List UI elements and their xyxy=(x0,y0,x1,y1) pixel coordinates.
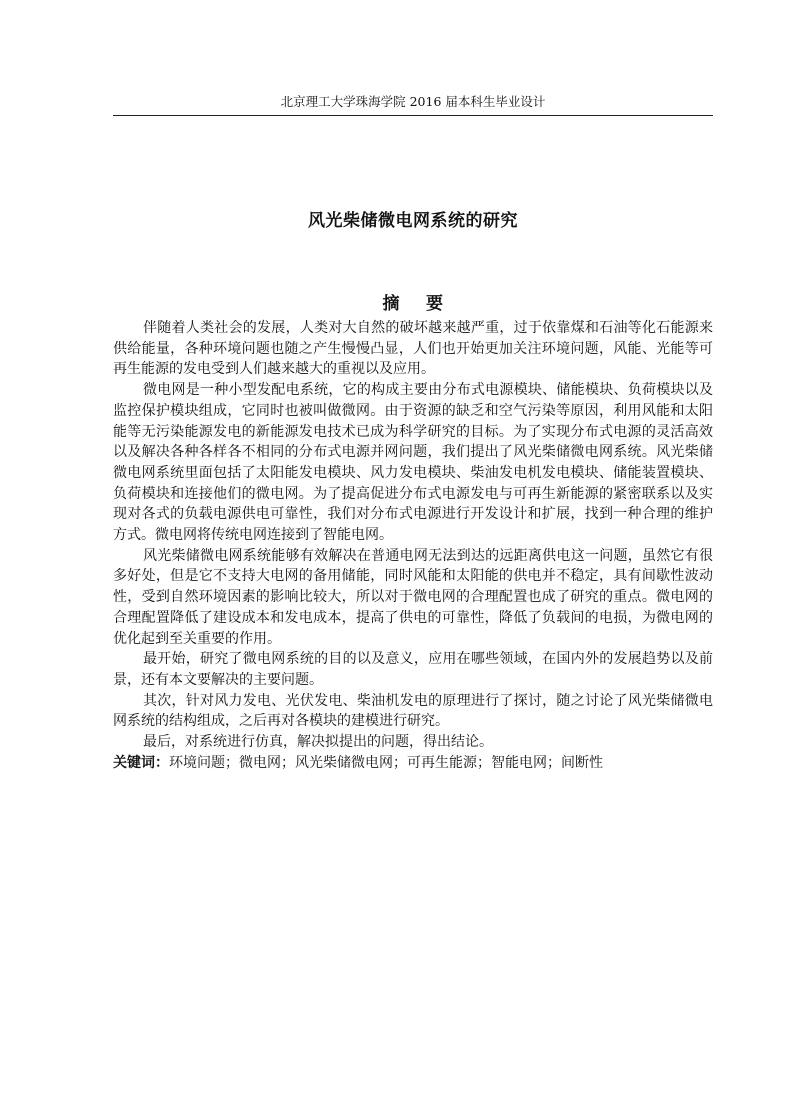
abstract-heading-second-char: 要 xyxy=(426,294,444,314)
abstract-paragraph: 伴随着人类社会的发展，人类对大自然的破坏越来越严重，过于依靠煤和石油等化石能源来供给能量，各种环境问题也随之产生慢慢凸显，人们也开始更加关注环境问题，风能、光能等可再生能源的发电受到人们越来越大的重视以及应用。 xyxy=(113,320,713,378)
abstract-paragraph: 最后，对系统进行仿真，解决拟提出的问题，得出结论。 xyxy=(143,734,493,751)
abstract-heading xyxy=(113,292,713,316)
keywords-text: 环境问题；微电网；风光柴储微电网；可再生能源；智能电网；间断性 xyxy=(169,754,603,771)
abstract-heading-first-char: 摘 xyxy=(382,294,400,314)
abstract-paragraph: 风光柴储微电网系统能够有效解决在普通电网无法到达的远距离供电这一问题，虽然它有很多好处，但是它不支持大电网的备用储能，同时风能和太阳能的供电并不稳定，具有间歇性波动性，受到自然环境因素的影响比较大，所以对于微电网的合理配置也成了研究的重点。微电网的合理配置降低了建设成本和发电成本，提高了供电的可靠性，降低了负载间的电损，为微电网的优化起到至关重要的作用。 xyxy=(113,547,713,647)
header-divider xyxy=(113,115,713,116)
keywords-line xyxy=(113,753,713,774)
abstract-body xyxy=(113,318,713,773)
abstract-paragraph: 最开始，研究了微电网系统的目的以及意义，应用在哪些领域，在国内外的发展趋势以及前景，还有本文要解决的主要问题。 xyxy=(113,651,713,688)
abstract-paragraph: 微电网是一种小型发配电系统，它的构成主要由分布式电源模块、储能模块、负荷模块以及监控保护模块组成，它同时也被叫做微网。由于资源的缺乏和空气污染等原因，利用风能和太阳能等无污染能源发电的新能源发电技术已成为科学研究的目标。为了实现分布式电源的灵活高效以及解决各种各样各不相同的分布式电源并网问题，我们提出了风光柴储微电网系统。风光柴储微电网系统里面包括了太阳能发电模块、风力发电模块、柴油发电机发电模块、储能装置模块、负荷模块和连接他们的微电网。为了提高促进分布式电源发电与可再生新能源的紧密联系以及实现对各式的负载电源供电可靠性，我们对分布式电源进行开发设计和扩展，找到一种合理的维护方式。微电网将传统电网连接到了智能电网。 xyxy=(113,382,713,544)
abstract-paragraph: 其次，针对风力发电、光伏发电、柴油机发电的原理进行了探讨，随之讨论了风光柴储微电网系统的结构组成，之后再对各模块的建模进行研究。 xyxy=(113,692,713,730)
running-header: 北京理工大学珠海学院 2016 届本科生毕业设计 xyxy=(280,94,546,109)
keywords-label: 关键词： xyxy=(113,754,169,771)
thesis-title: 风光柴储微电网系统的研究 xyxy=(308,211,518,231)
